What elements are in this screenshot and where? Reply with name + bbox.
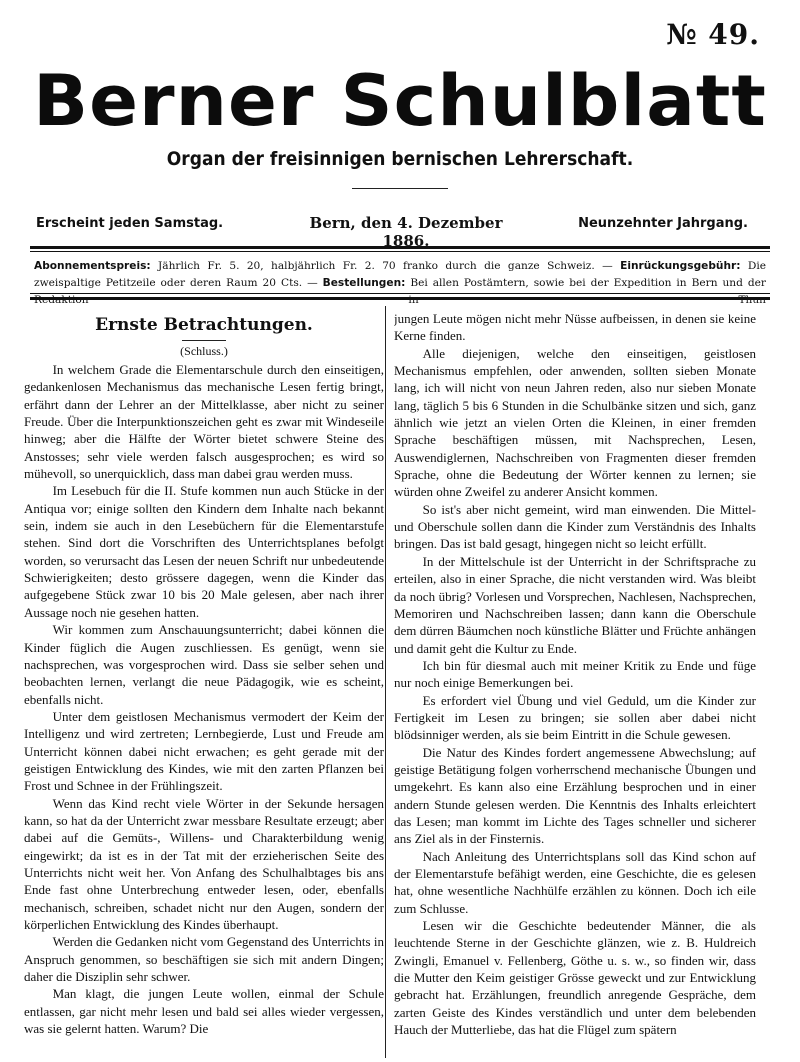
orders-text: Bei allen Postämtern, sowie bei der Expedition in Bern und der Redaktion in Thun: [34, 277, 766, 306]
paragraph: Unter dem geistlosen Mechanismus vermodert der Keim der Intelligenz und wird zertreten; Lernbegierde, Lust und Freude am Unterricht können dabei nicht erwachen; es geht gerade mit der geistigen Entwicklung des Kindes, wie mit den zarten Pflanzen bei Frost und Schnee in der Frühlingszeit.: [24, 708, 384, 794]
paragraph: Wenn das Kind recht viele Wörter in der Sekunde hersagen kann, so hat da der Unterricht zwar messbare Resultate erzeugt; aber dabei auf die Gemüts-, Willens- und Charakterbildung wenig eingewirkt; da ist es in der Tat mit der erzieherischen Seite des Unterrichts nicht weit her. Von Anfang des Schulhalbtages bis ans Ende fast ohne Unterbrechung entweder lesen, oder, ebenfalls mechanisch, schreiben, schadet nicht nur den Augen, sondern der körperlichen Entwicklung des Kindes überhaupt.: [24, 795, 384, 932]
article-right-column: [394, 310, 756, 1062]
publication-info-line: [36, 214, 748, 250]
paragraph: Es erfordert viel Übung und viel Geduld, um die Kinder zur Fertigkeit im Lesen zu bringen; sie sollen aber dabei nicht blödsinniger werden, als sie beim Eintritt in die Schule gewesen.: [394, 692, 756, 743]
paragraph: Werden die Gedanken nicht vom Gegenstand des Unterrichts in Anspruch genommen, so beschäftigen sie sich mit andern Dingen; daher die Disziplin sehr schwer.: [24, 934, 384, 985]
header-rule-bottom-thin: [30, 293, 770, 294]
paragraph: Die Natur des Kindes fordert angemessene Abwechslung; auf geistige Betätigung folgen vorherrschend mechanische Übungen und umgekehrt. Es kann also eine Erzählung besprochen und in einer andern Stunde gelesen werden. Die Kenntnis des Inhalts erleichtert das Lesen; man kommt im Lichte des Tages schneller und sicherer ans Ziel als in der Finsternis.: [394, 744, 756, 847]
paragraph: So ist's aber nicht gemeint, wird man einwenden. Die Mittel- und Oberschule sollen dann die Kinder zum Verständnis des Inhalts bringen. Das ist bald gesagt, hingegen nicht so leicht erfüllt.: [394, 501, 756, 552]
subtitle-divider: [352, 188, 448, 189]
paragraph-continued: jungen Leute mögen nicht mehr Nüsse aufbeissen, in denen sie keine Kerne finden.: [394, 311, 756, 344]
article-title: Ernste Betrachtungen.: [95, 315, 313, 335]
column-divider: [385, 306, 386, 1058]
paragraph: Ich bin für diesmal auch mit meiner Kritik zu Ende und füge nur noch einige Bemerkungen bei.: [394, 657, 756, 691]
header-rule-top-thin: [30, 251, 770, 252]
article-subtitle: (Schluss.): [180, 344, 228, 358]
paragraph: In welchem Grade die Elementarschule durch den einseitigen, gedankenlosen Mechanismus das mechanische Lesen fertig bringt, erfährt dann der Lehrer an der Mittelklasse, aber nicht zu seiner Freude. Über die Interpunktionszeichen geht es zwar mit Windeseile hinweg; aber die Hälfte der Wörter bietet schwere Steine des Anstosses; sehr viele werden falsch ausgesprochen; es wird so mühevoll, so unerquicklich, dass man dabei grau werden muss.: [24, 362, 384, 482]
issue-number: № 49.: [666, 18, 760, 51]
paragraph: Wir kommen zum Anschauungsunterricht; dabei können die Kinder füglich die Augen zuschliessen. Es genügt, wenn sie nachsprechen, was vorgesprochen wird. Dass sie selber sehen und beobachten lernen, verlangt die neue Pädagogik, wie es scheint, ebenfalls nicht.: [24, 622, 384, 707]
insertion-fee-label: Einrückungsgebühr:: [620, 260, 741, 272]
article-title-rule: [182, 340, 226, 341]
subscription-price-text: Jährlich Fr. 5. 20, halbjährlich Fr. 2. 70 franko durch die ganze Schweiz. —: [150, 260, 621, 272]
paragraph: Alle diejenigen, welche den einseitigen, geistlosen Mechanismus empfehlen, oder anwenden, sollten sieben Monate lang, ich will nicht von neun Jahren reden, also nur sieben Monate lang, täglich 5 bis 6 Stunden in die Schulbänke sitzen und sich, ganz ähnlich wie jetzt an vielen Orten die Kleinen, in einer fremden Sprache beschäftigen müssen, mit Nachsprechen, Lesen, Auswendiglernen, Nachschreiben von Fragmenten dieser fremden Sprache, ohne die Bedeutung der Wörter kennen zu lernen; sie würden ohne Zweifel zu anderer Ansicht kommen.: [394, 345, 756, 500]
newspaper-title: Berner Schulblatt: [33, 60, 767, 142]
paragraph: In der Mittelschule ist der Unterricht in der Schriftsprache zu erteilen, also in einer Sprache, die nicht verstanden wird. Was bleibt da noch übrig? Vorlesen und Vorsprechen, Nachlesen, Nachsprechen, Memoriren und Nachschreiben lassen; dann kann die Oberschule dem dürren Bäumchen noch künstliche Blätter und Früchte anhängen und damit geht die Kultur zu Ende.: [394, 553, 756, 656]
article-left-column: [24, 306, 384, 1058]
orders-label: Bestellungen:: [322, 277, 406, 289]
newspaper-subtitle: Organ der freisinnigen bernischen Lehrerschaft.: [166, 148, 634, 170]
publication-frequency: Erscheint jeden Samstag.: [36, 216, 224, 231]
subscription-info: [34, 258, 766, 309]
place-date: Bern, den 4. Dezember 1886.: [309, 214, 503, 250]
header-rule-top: [30, 246, 770, 249]
paragraph: Man klagt, die jungen Leute wollen, einmal der Schule entlassen, gar nicht mehr lesen und bald sei alles wieder vergessen, was sie gelernt hatten. Warum? Die: [24, 986, 384, 1037]
header-rule-bottom: [30, 297, 770, 300]
subscription-price-label: Abonnementspreis:: [34, 260, 151, 272]
paragraph: Nach Anleitung des Unterrichtsplans soll das Kind schon auf der Elementarstufe befähigt werden, eine Geschichte, die es gelesen hat, ohne wesentliche Nachhülfe erzählen zu können. Doch ich eile zum Schlusse.: [394, 848, 756, 916]
insertion-fee-text: Die zweispaltige Petitzeile oder deren Raum 20 Cts. —: [34, 260, 766, 289]
paragraph: Lesen wir die Geschichte bedeutender Männer, die als leuchtende Sterne in der Geschichte glänzen, wie z. B. Huldreich Zwingli, Emanuel v. Fellenberg, Göthe u. s. w., so finden wir, dass die Mutter den Keim geistiger Grösse geweckt und zur Entwicklung gebracht hat. Erzählungen, freundlich anregende Gespräche, dem zarten Geiste des Kindes verständlich und unter dem belebenden Hauch der Mutterliebe, das hat die Flügel zum spätern: [394, 918, 756, 1038]
paragraph: Im Lesebuch für die II. Stufe kommen nun auch Stücke in der Antiqua vor; einige sollten den Kindern dem Inhalte nach bekannt sein, indem sie auch in den Lesebüchern für die Elementarstufe stehen. Sind dort die Vorschriften des Unterrichtsplanes befolgt worden, so verursacht das Lesen der neuen Schrift nur unbedeutende Schwierigkeiten; desto grössere dagegen, wenn die Kinder das aufgegebene Stück zwar 10 bis 20 Male gelesen, aber nach ihrer Aussage noch nie gesehen hatten.: [24, 483, 384, 620]
volume-year: Neunzehnter Jahrgang.: [578, 216, 748, 231]
